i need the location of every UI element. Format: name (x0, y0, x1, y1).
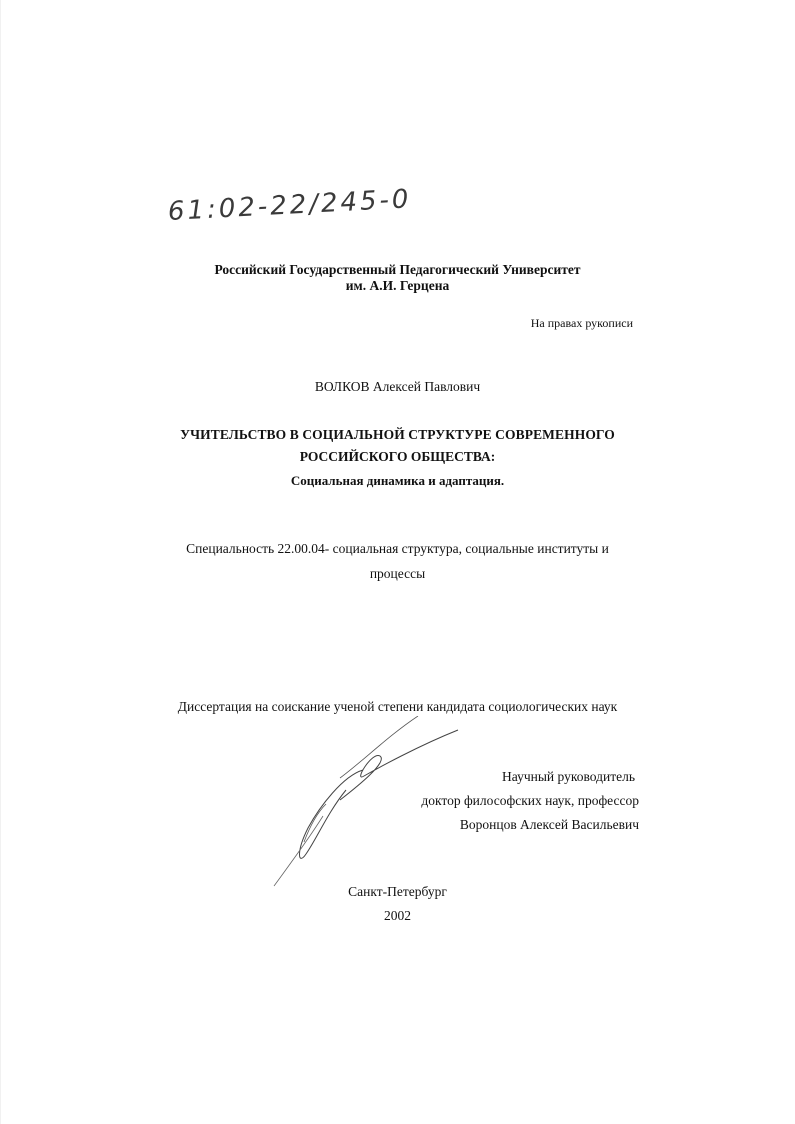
handwritten-catalog-number: 61:02-22/245-0 (167, 184, 413, 227)
supervisor-name: Воронцов Алексей Васильевич (459, 817, 639, 832)
university-named-after: им. А.И. Герцена (345, 278, 450, 293)
specialty-line-2: процессы (369, 566, 426, 581)
dissertation-title-line-1: УЧИТЕЛЬСТВО В СОЦИАЛЬНОЙ СТРУКТУРЕ СОВРЕМЕННОГО (180, 427, 615, 442)
city: Санкт-Петербург (348, 884, 447, 899)
specialty-line-1: Специальность 22.00.04- социальная структура, социальные институты и (186, 541, 609, 556)
university-name: Российский Государственный Педагогический Университет (214, 262, 581, 277)
supervisor-degree: доктор философских наук, профессор (421, 793, 639, 808)
dissertation-title-line-2: РОССИЙСКОГО ОБЩЕСТВА: (299, 449, 496, 464)
supervisor-label: Научный руководитель (502, 769, 635, 784)
manuscript-note: На правах рукописи (530, 316, 633, 330)
dissertation-subtitle: Социальная динамика и адаптация. (290, 473, 505, 488)
dissertation-degree-statement: Диссертация на соискание ученой степени кандидата социологических наук (177, 699, 618, 714)
author-name: ВОЛКОВ Алексей Павлович (314, 379, 481, 394)
year: 2002 (384, 908, 411, 923)
